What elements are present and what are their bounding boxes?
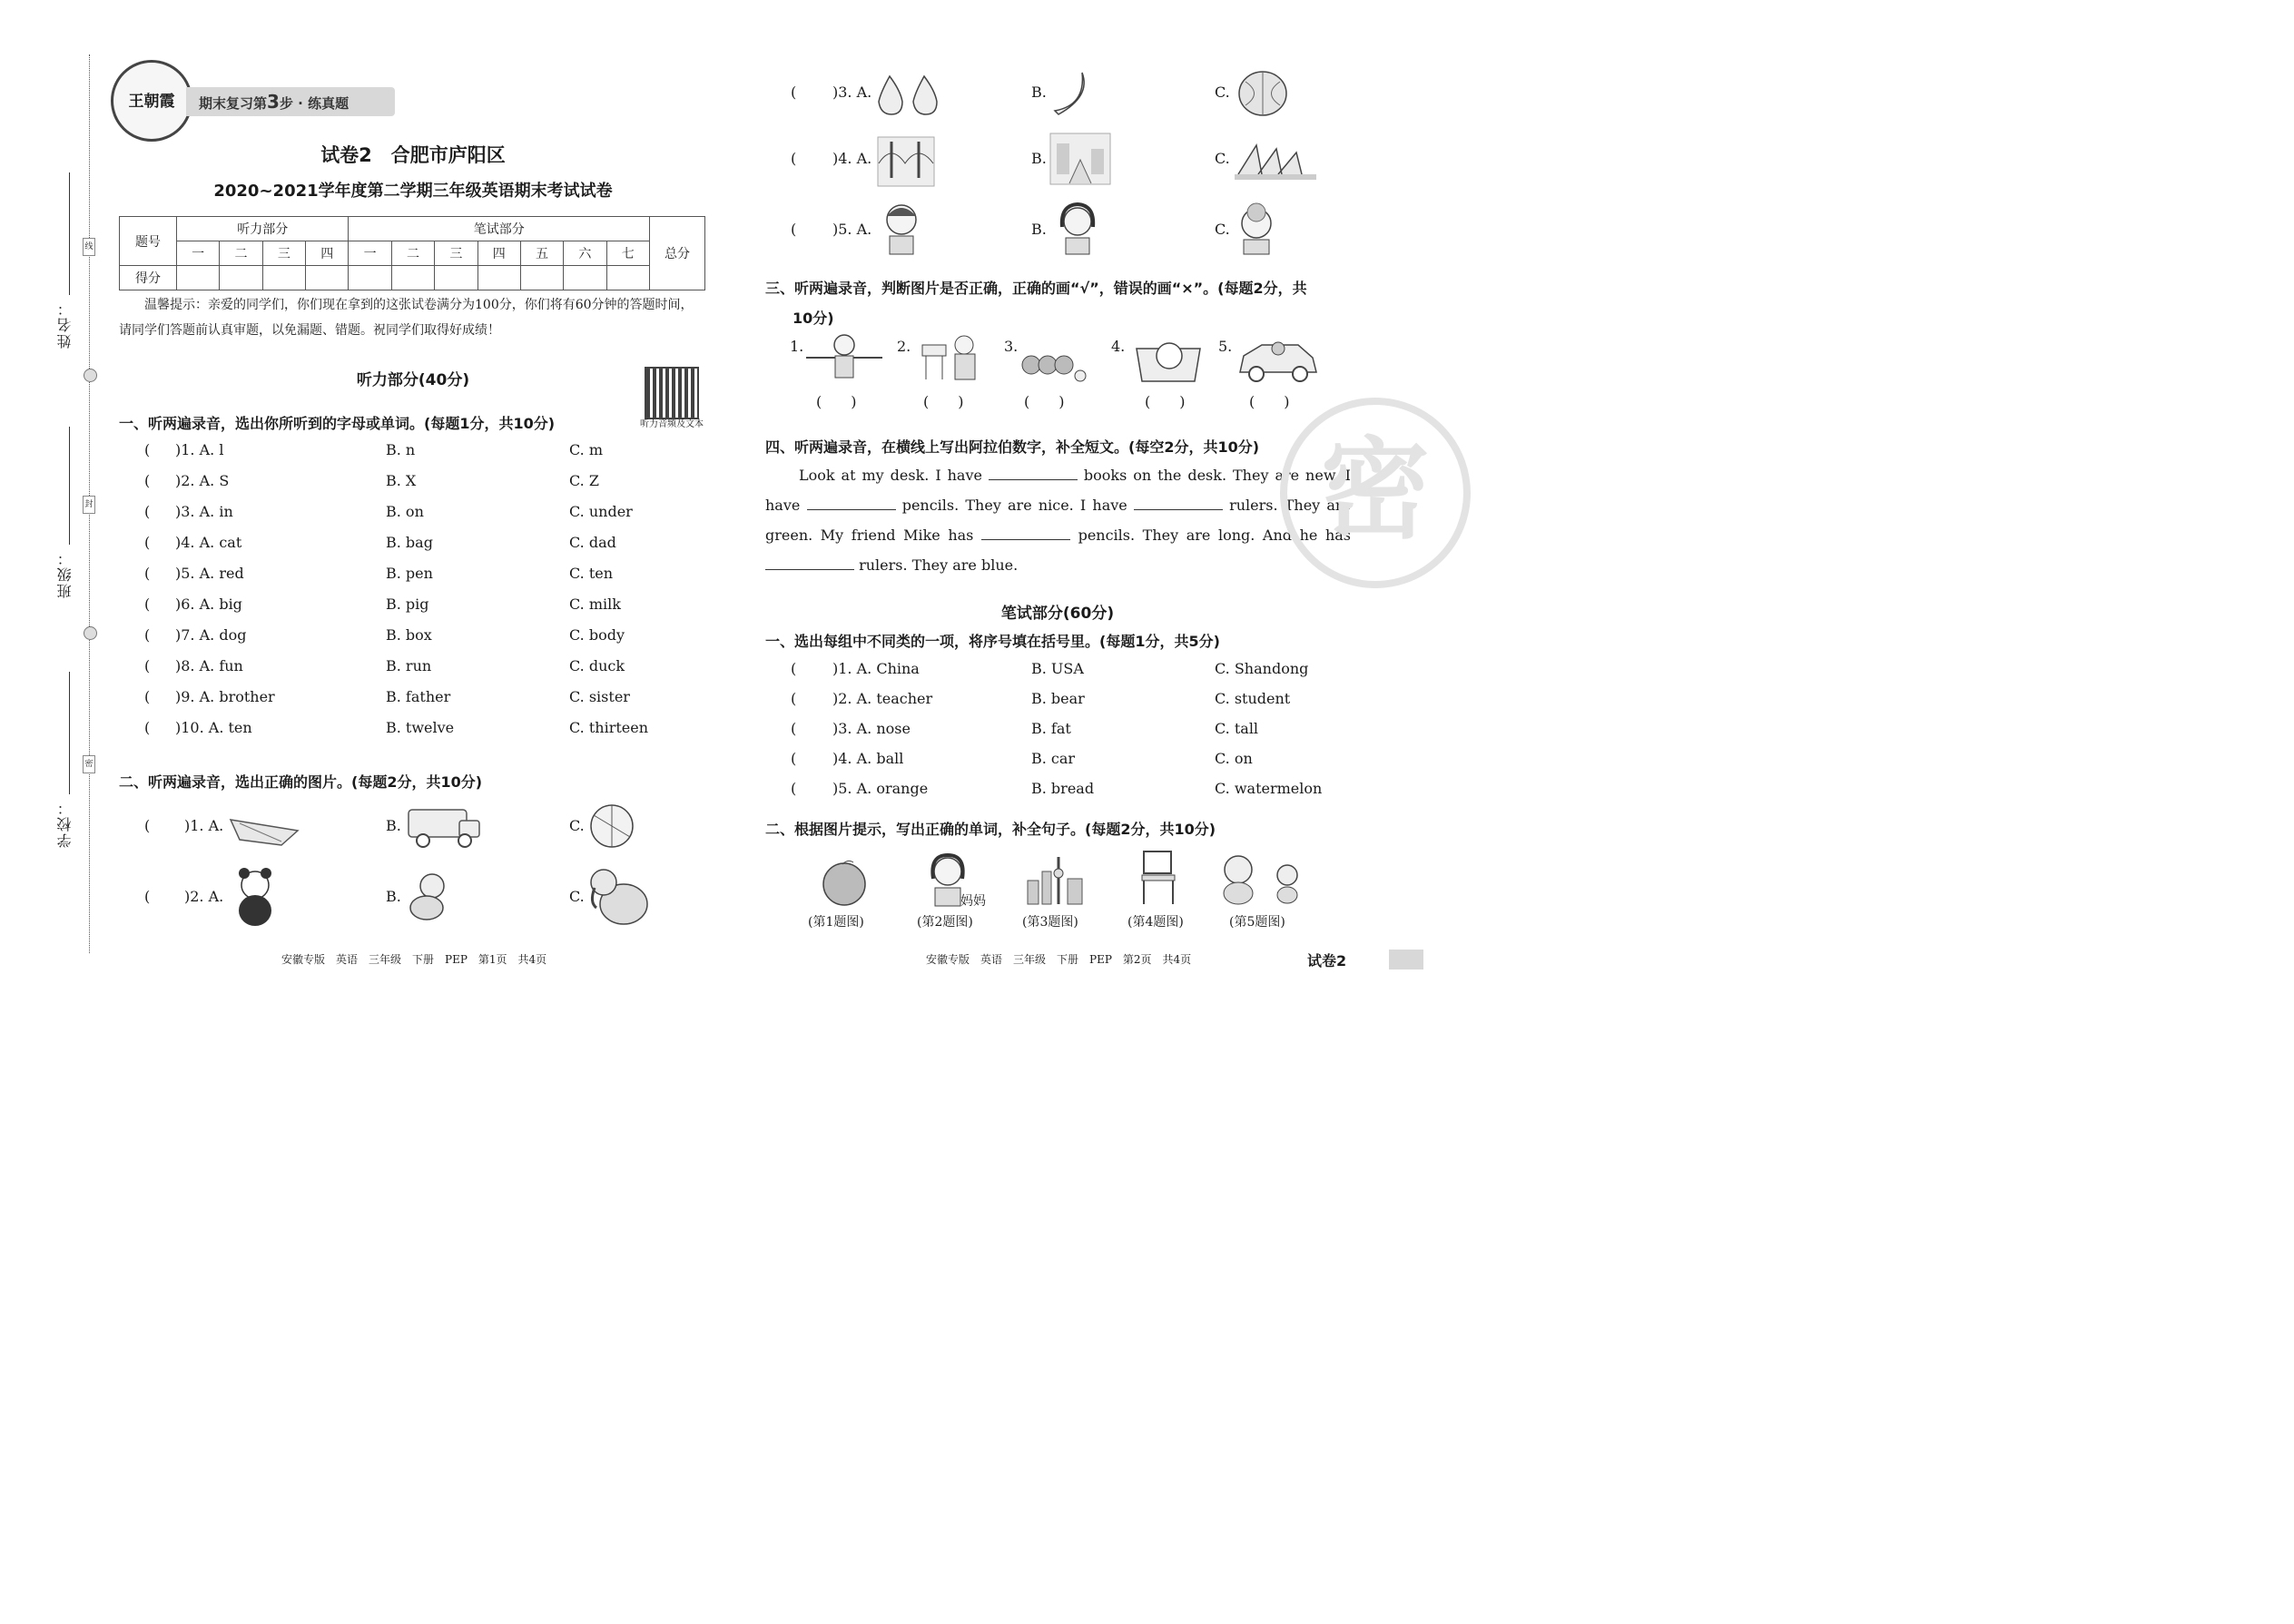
city-street-picture [1049, 133, 1111, 185]
option-c: C. dad [569, 534, 616, 551]
col-header: 三 [435, 241, 478, 266]
answer-paren[interactable]: ( [144, 534, 151, 551]
option-a: )5. A. [832, 221, 872, 238]
answer-paren[interactable]: ( [144, 441, 151, 458]
score-cell[interactable] [177, 266, 220, 290]
section-title: 一、选出每组中不同类的一项，将序号填在括号里。(每题1分，共5分) [765, 633, 1220, 650]
option-b: B. [386, 817, 401, 834]
answer-paren[interactable]: ( [791, 150, 797, 167]
option-c: C. ten [569, 565, 614, 582]
answer-blank[interactable] [1134, 495, 1223, 510]
score-table [119, 216, 705, 290]
banner-prefix: 期末复习第 [199, 95, 268, 112]
score-row-label: 题号 [120, 217, 177, 266]
answer-paren[interactable]: ( [791, 221, 797, 238]
score-cell[interactable] [606, 266, 649, 290]
score-cell[interactable] [349, 266, 391, 290]
listening-s1-list [119, 441, 709, 750]
ball-picture [588, 802, 635, 850]
class-label: 班级： [56, 549, 74, 598]
option-b: B. [1031, 150, 1047, 167]
question-row [119, 657, 709, 688]
question-row [119, 472, 709, 503]
option-b: B. [386, 888, 401, 905]
score-row-label: 得分 [120, 266, 177, 290]
col-header: 一 [349, 241, 391, 266]
col-header: 四 [306, 241, 349, 266]
writing-s1-list [765, 660, 1355, 810]
girl-picture [1055, 200, 1100, 256]
question-row [765, 690, 1355, 720]
col-header: 四 [478, 241, 520, 266]
name-label: 姓名： [56, 300, 74, 349]
option-b: B. car [1031, 750, 1076, 767]
col-header: 一 [177, 241, 220, 266]
option-a: )3. A. in [175, 503, 233, 520]
question-row [119, 595, 709, 626]
pears-picture [873, 69, 944, 116]
chair-picture [1137, 848, 1180, 908]
boy-picture [879, 200, 924, 256]
watermark-seal: 密 [1280, 398, 1471, 588]
option-c: C. milk [569, 595, 621, 613]
option-c: C. [1215, 150, 1230, 167]
writing-part-heading: 笔试部分(60分) [1000, 605, 1115, 623]
score-cell[interactable] [306, 266, 349, 290]
answer-paren[interactable]: ( [791, 750, 797, 767]
option-b: B. [1031, 84, 1047, 101]
passage-text: rulers. They are green. My friend Mike has [765, 497, 1352, 544]
answer-paren[interactable]: ( [144, 472, 151, 489]
orange-picture [815, 859, 873, 908]
question-row [765, 660, 1355, 690]
class-field[interactable] [69, 427, 70, 545]
option-b: B. father [386, 688, 451, 705]
answer-blank[interactable] [989, 465, 1078, 480]
city-skyline-picture [1024, 853, 1088, 908]
judge-paren[interactable]: ( ) [1249, 393, 1290, 410]
school-field[interactable] [69, 672, 70, 794]
figure-caption: (第3题图) [1022, 915, 1078, 930]
judge-number: 4. [1111, 338, 1126, 355]
col-header: 三 [262, 241, 305, 266]
judge-number: 3. [1004, 338, 1019, 355]
judge-number: 2. [897, 338, 911, 355]
binding-label-seal: 封 [83, 496, 95, 514]
section-title-cont: 10分) [793, 310, 834, 327]
section-title: 一、听两遍录音，选出你所听到的字母或单词。(每题1分，共10分) [119, 415, 556, 432]
opera-house-picture [1231, 136, 1320, 183]
option-a: )4. A. cat [175, 534, 242, 551]
girl-arms-open-picture [802, 332, 884, 379]
elephant-picture [586, 862, 651, 930]
judge-paren[interactable]: ( ) [816, 393, 857, 410]
option-b: B. bear [1031, 690, 1085, 707]
question-row [119, 626, 709, 657]
score-cell[interactable] [391, 266, 434, 290]
judge-paren[interactable]: ( ) [1145, 393, 1186, 410]
answer-paren[interactable]: ( [791, 780, 797, 797]
answer-paren[interactable]: ( [144, 565, 151, 582]
option-b: B. fat [1031, 720, 1071, 737]
exam-tip: 温馨提示：亲爱的同学们，你们现在拿到的这张试卷满分为100分，你们将有60分钟的答题时间，请同学们答题前认真审题，以免漏题、错题。祝同学们取得好成绩！ [119, 298, 694, 338]
tab-strip [1389, 950, 1423, 969]
question-row [765, 720, 1355, 750]
section-title: 二、根据图片提示，写出正确的单词，补全句子。(每题2分，共10分) [765, 821, 1216, 838]
binding-label-secret: 密 [83, 755, 95, 773]
writing-header: 笔试部分 [349, 217, 650, 241]
figure-caption: (第4题图) [1127, 915, 1184, 930]
review-banner [186, 87, 395, 116]
answer-paren[interactable]: ( [144, 688, 151, 705]
col-header: 二 [391, 241, 434, 266]
question-row [765, 750, 1355, 780]
answer-paren[interactable]: ( [144, 888, 151, 905]
figure-caption: (第5题图) [1229, 915, 1285, 930]
option-b: B. box [386, 626, 432, 644]
option-a: )1. A. China [832, 660, 920, 677]
score-cell[interactable] [520, 266, 563, 290]
section-title: 二、听两遍录音，选出正确的图片。(每题2分，共10分) [119, 773, 483, 791]
binding-hole [84, 369, 97, 382]
figure-caption: (第2题图) [917, 915, 973, 930]
boat-picture [227, 803, 301, 849]
option-c: C. Shandong [1215, 660, 1309, 677]
section-title: 四、听两遍录音，在横线上写出阿拉伯数字，补全短文。(每空2分，共10分) [765, 438, 1260, 456]
grandma-picture [1235, 202, 1278, 256]
name-field[interactable] [69, 172, 70, 295]
paper-subtitle: 2020~2021学年度第二学期三年级英语期末考试试卷 [213, 182, 613, 201]
question-row [119, 565, 709, 595]
question-row [119, 441, 709, 472]
banner-step-number: 3 [267, 91, 280, 113]
page-footer-right: 安徽专版 英语 三年级 下册 PEP 第2页 共4页 [926, 953, 1192, 966]
question-row [119, 719, 709, 750]
passage-text: pencils. They are nice. I have [901, 497, 1127, 514]
answer-paren[interactable]: ( [791, 690, 797, 707]
passage-text: books on the desk. They are new. I have [765, 467, 1351, 514]
binding-hole [84, 626, 97, 640]
option-a: )8. A. fun [175, 657, 243, 674]
option-a: )6. A. big [175, 595, 242, 613]
panda-picture [229, 867, 281, 929]
publisher-logo [111, 60, 192, 142]
answer-paren[interactable]: ( [791, 84, 797, 101]
answer-blank[interactable] [981, 525, 1070, 540]
girl-chair-picture [917, 332, 984, 383]
option-a: )9. A. brother [175, 688, 275, 705]
option-b: B. twelve [386, 719, 455, 736]
option-a: )4. A. [832, 150, 872, 167]
answer-paren[interactable]: ( [791, 660, 797, 677]
score-cell[interactable] [220, 266, 262, 290]
figure-caption: (第1题图) [808, 915, 864, 930]
page-footer-left: 安徽专版 英语 三年级 下册 PEP 第1页 共4页 [281, 953, 547, 966]
cloze-passage [765, 460, 1351, 580]
paper-tab: 试卷2 [1307, 952, 1347, 969]
option-c: C. duck [569, 657, 625, 674]
option-c: C. [1215, 84, 1230, 101]
option-b: B. USA [1031, 660, 1084, 677]
answer-paren[interactable]: ( [144, 817, 151, 834]
option-c: C. [569, 888, 585, 905]
qr-code[interactable] [645, 367, 699, 419]
question-row [119, 688, 709, 719]
option-c: C. [1215, 221, 1230, 238]
option-c: C. on [1215, 750, 1253, 767]
option-a: )2. A. S [175, 472, 230, 489]
option-c: C. thirteen [569, 719, 649, 736]
watermelon-picture [1236, 69, 1289, 118]
option-b: B. bread [1031, 780, 1095, 797]
answer-blank[interactable] [807, 495, 896, 510]
mother-label: 妈妈 [960, 894, 986, 909]
option-a: )1. A. l [175, 441, 224, 458]
score-cell[interactable] [564, 266, 606, 290]
option-c: C. [569, 817, 585, 834]
score-cell[interactable] [435, 266, 478, 290]
score-cell[interactable] [262, 266, 305, 290]
passage-text: Look at my desk. I have [799, 467, 982, 484]
option-b: B. on [386, 503, 424, 520]
option-a: )2. A. teacher [832, 690, 933, 707]
option-c: C. sister [569, 688, 630, 705]
option-c: C. watermelon [1215, 780, 1323, 797]
passage-text: rulers. [859, 556, 908, 574]
option-b: B. X [386, 472, 417, 489]
answer-paren[interactable]: ( [144, 595, 151, 613]
strawberries-picture [1020, 349, 1089, 385]
option-a: )5. A. orange [832, 780, 929, 797]
ball-in-box-picture [1131, 336, 1206, 385]
answer-paren[interactable]: ( [144, 657, 151, 674]
option-a: )5. A. red [175, 565, 244, 582]
judge-paren[interactable]: ( ) [1024, 393, 1065, 410]
judge-number: 1. [790, 338, 804, 355]
bus-picture [405, 804, 485, 850]
answer-blank[interactable] [765, 555, 854, 570]
answer-paren[interactable]: ( [144, 719, 151, 736]
bridge-picture [877, 136, 935, 187]
banner-suffix: 步 · 练真题 [279, 95, 350, 112]
option-a: )1. A. [184, 817, 224, 834]
col-header: 五 [520, 241, 563, 266]
section-title: 三、听两遍录音，判断图片是否正确，正确的画“√”，错误的画“×”。(每题2分，共 [765, 280, 1307, 297]
col-header: 六 [564, 241, 606, 266]
question-row [765, 780, 1355, 810]
question-row [119, 503, 709, 534]
listening-part-heading: 听力部分(40分) [356, 371, 470, 389]
question-row [119, 534, 709, 565]
option-b: B. pig [386, 595, 429, 613]
logo-text: 王朝霞 [128, 93, 175, 111]
option-c: C. student [1215, 690, 1291, 707]
listening-header: 听力部分 [177, 217, 349, 241]
option-a: )3. A. [832, 84, 872, 101]
option-c: C. Z [569, 472, 599, 489]
option-a: )7. A. dog [175, 626, 247, 644]
judge-paren[interactable]: ( ) [923, 393, 964, 410]
banana-picture [1049, 69, 1093, 116]
option-c: C. body [569, 626, 625, 644]
binding-label-line: 线 [83, 238, 95, 256]
option-a: )10. A. ten [175, 719, 252, 736]
passage-text: pencils. They are long. And he has [1078, 527, 1352, 544]
answer-paren[interactable]: ( [144, 503, 151, 520]
qr-caption: 听力音频及文本 [640, 419, 704, 429]
option-b: B. pen [386, 565, 433, 582]
option-b: B. bag [386, 534, 433, 551]
paper-title: 试卷2 合肥市庐阳区 [320, 144, 506, 166]
total-header: 总分 [650, 217, 705, 290]
answer-paren[interactable]: ( [144, 626, 151, 644]
school-label: 学校： [56, 799, 74, 848]
monkey-picture [401, 870, 458, 924]
score-cell[interactable] [478, 266, 520, 290]
answer-paren[interactable]: ( [791, 720, 797, 737]
option-c: C. tall [1215, 720, 1259, 737]
judge-number: 5. [1218, 338, 1233, 355]
passage-text: They are blue. [911, 556, 1019, 574]
option-b: B. run [386, 657, 432, 674]
col-header: 七 [606, 241, 649, 266]
boy-car-picture [1235, 336, 1322, 385]
option-a: )3. A. nose [832, 720, 911, 737]
option-a: )4. A. ball [832, 750, 904, 767]
col-header: 二 [220, 241, 262, 266]
option-c: C. under [569, 503, 633, 520]
option-b: B. [1031, 221, 1047, 238]
option-c: C. m [569, 441, 604, 458]
option-a: )2. A. [184, 888, 224, 905]
monkeys-picture [1216, 851, 1304, 908]
option-b: B. n [386, 441, 416, 458]
